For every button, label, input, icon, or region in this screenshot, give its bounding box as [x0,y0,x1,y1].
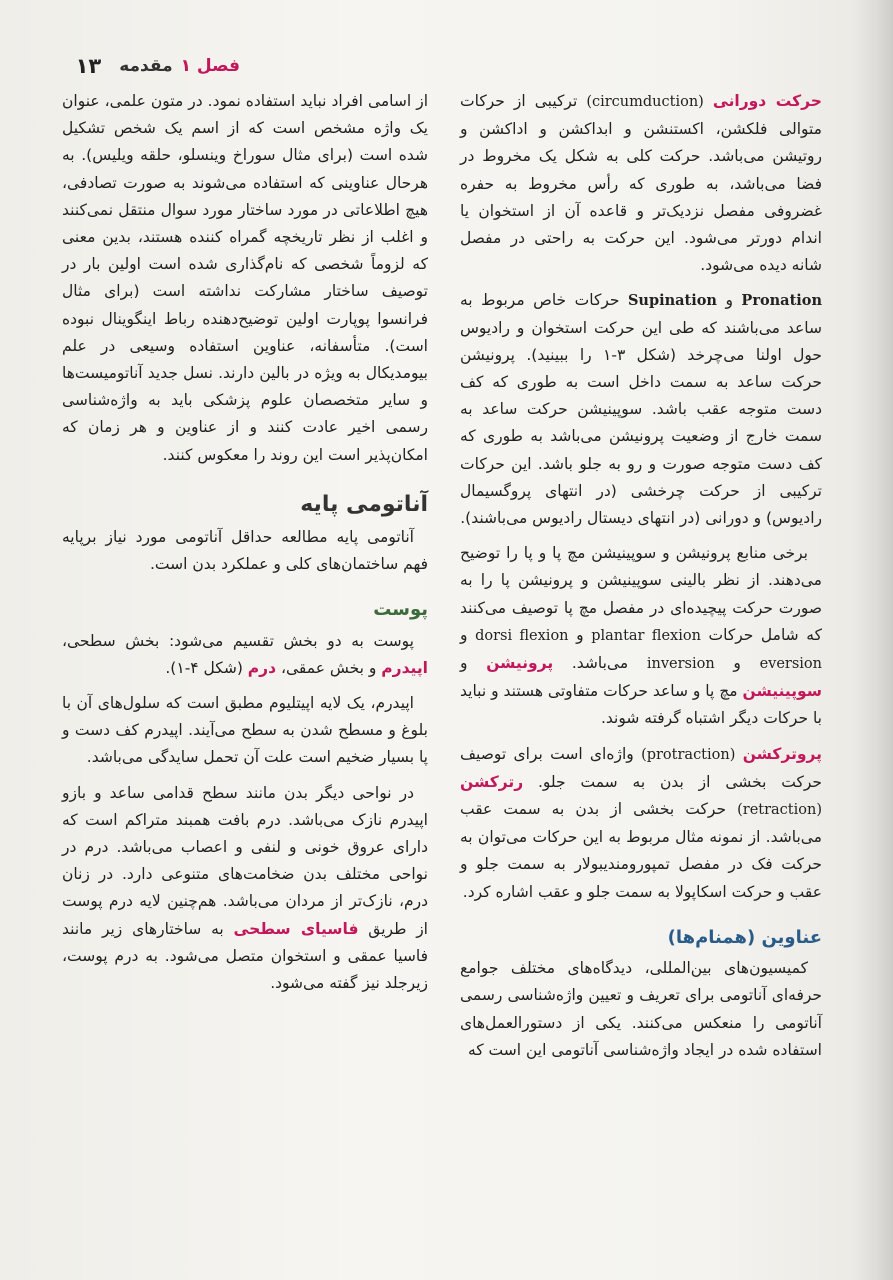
paragraph-dermis [62,780,428,998]
and-word: و [460,625,476,644]
and-word: و [714,654,760,673]
text-skin-2: و بخش عمقی، [276,658,382,677]
text-dermis-2: به ساختارهای زیر مانند فاسیا عمقی و استخوان متصل می‌شود. به درم پوست، زیرجلد نیز گفته می‌شود. [62,919,428,993]
en-eversion: eversion [759,656,822,673]
term-epidermis: اپیدرم [381,658,428,677]
right-column [460,88,822,1072]
text-foot-2: می‌باشد. [553,654,647,673]
paragraph-eponyms-continued: از اسامی افراد نباید استفاده نمود. در متون علمی، عنوان یک واژه مشخص است که از اسم یک شخص تشکیل شده است (برای مثال سوراخ وینسلو، حلقه ویلیس). به هرحال عناوینی که استفاده می‌شوند به صورت تصادفی، هیچ اطلاعاتی در مورد ساختار مورد سوال منتقل نمی‌کنند و اغلب از نظر تاریخچه گمراه کننده هستند، بدین معنی که لزوماً شخصی که نام‌گذاری شده است اولین بار در توصیف ساختار مشارکت نداشته است (برای مثال فرانسوا پوپارت اولین توضیح‌دهنده رباط اینگوینال نبوده است). متأسفانه، عناوین استفاده وسیعی در علم بیومدیکال به ویژه در بالین دارند. نسل جدید آناتومیست‌ها و سایر متخصصان علوم پزشکی باید به واژه‌شناسی رسمی اخیر عادت کنند و از عناوین و هر زمان که امکان‌پذیر است این روند را معکوس کنند. [62,92,428,464]
en-supination: Supination [627,292,717,310]
en-inversion: inversion [646,656,715,673]
en-circumduction: (circumduction) [586,94,704,110]
en-plantar-flexion: plantar flexion [591,627,701,644]
running-header [60,52,240,80]
paragraph-basic-anatomy: آناتومی پایه مطالعه حداقل آناتومی مورد نیاز برپایه فهم ساختمان‌های کلی و عملکرد بدن است. [62,528,428,574]
paragraph-protraction [460,741,822,906]
term-protraction: پروترکشن [742,744,822,763]
heading-basic-anatomy: آناتومی پایه [300,491,428,517]
paragraph-epidermis: اپیدرم، یک لایه اپیتلیوم مطبق است که سلول‌های آن با بلوغ و مسطح شدن به سطح می‌آیند. اپیدرم کف دست و پا بسیار ضخیم است علت آن تحمل سایدگی می‌باشد. [62,694,428,767]
heading-eponyms: عناوین (همنام‌ها) [667,926,822,948]
heading-skin: پوست [373,599,428,621]
en-pronation: Pronation [741,292,822,310]
term-dermis: درم [247,658,277,677]
text-circumduction: ترکیبی از حرکات متوالی فلکشن، اکستنشن و ابداکشن و اداکشن و روتیشن می‌باشد. حرکت کلی به شکل یک مخروط در فضا می‌باشد، به طوری که رأس مخروط به حفره غضروفی مفصل نزدیک‌تر و قاعده آن از استخوان یا اندام دورتر می‌شود. این حرکت به راحتی در مفصل شانه دیده می‌شود. [460,92,822,275]
and-word: و [460,654,487,673]
text-foot-1: برخی منابع پرونیشن و سوپینیشن مچ پا و پا را توضیح می‌دهند. از نظر بالینی سوپینیشن و پرونیشن پا را به صورت حرکت پیچیده‌ای در مفصل مچ پا توصیف می‌کنند که شامل حرکات [460,544,822,644]
and-word: و [716,291,742,310]
term-supination: سوپینیشن [742,682,822,701]
text-protraction-1: واژه‌ای است برای توصیف حرکت بخشی از بدن به سمت جلو. [460,744,822,791]
book-spine-shadow [853,0,893,1280]
and-word: و [568,625,592,644]
paragraph-eponyms: کمیسیون‌های بین‌المللی، دیدگاه‌های مختلف جوامع حرفه‌ای آناتومی برای تعریف و تعیین واژه‌شناسی رسمی آناتومی را منعکس می‌کنند. یکی از دستورالعمل‌های استفاده شده در ایجاد واژه‌شناسی آناتومی این است که [460,959,822,1059]
text-protraction-2: حرکت بخشی از بدن به سمت عقب می‌باشد. از نمونه مثال مربوط به این حرکات می‌توان به حرکت فک در مفصل تمپورومندیبولار به سمت جلو و عقب و حرکت اسکاپولا به سمت جلو و عقب اشاره کرد. [460,800,822,901]
en-retraction: (retraction) [737,802,822,819]
text-skin-3: (شکل ۴-۱). [165,658,248,677]
chapter-label: فصل ۱ [180,56,240,76]
term-retraction: رترکشن [460,772,524,791]
term-circumduction: حرکت دورانی [712,92,822,110]
text-pronation: حرکات خاص مربوط به ساعد می‌باشند که طی این حرکت استخوان و رادیوس حول اولنا می‌چرخد (شکل ۳-۱ را ببینید). پرونیشن حرکت ساعد به سمت داخل است به طوری که کف دست متوجه عقب باشد. سوپینیشن حرکت ساعد به سمت خارج از وضعیت پرونیشن می‌باشد به طوری که کف دست متوجه صورت و رو به جلو باشد. این حرکات ترکیبی از حرکت چرخشی (در انتهای پروگسیمال رادیوس) و دورانی (در انتهای دیستال رادیوس می‌باشند). [460,291,822,528]
chapter-title: مقدمه [119,56,173,76]
paragraph-foot-movements [460,540,822,732]
text-foot-3: مچ پا و ساعد حرکات متفاوتی هستند و نباید با حرکات دیگر اشتباه گرفته شوند. [460,682,822,728]
text-skin-1: پوست به دو بخش تقسیم می‌شود: بخش سطحی، [62,631,414,650]
paragraph-circumduction [460,88,822,279]
term-superficial-fascia: فاسیای سطحی [233,919,359,938]
text-dermis-1: در نواحی دیگر بدن مانند سطح قدامی ساعد و بازو اپیدرم نازک می‌باشد. درم بافت همبند متراکم است که دارای عروق خونی و لنفی و اعصاب می‌باشد. درم در نواحی مختلف بدن ضخامت‌های متنوعی دارد. در زنان درم، نازک‌تر از مردان می‌باشد. هم‌چنین لایه درم پوست از طریق [62,783,428,938]
paragraph-pronation-supination [460,287,822,532]
paragraph-skin-intro [62,628,428,682]
en-dorsi-flexion: dorsi flexion [475,627,569,644]
left-column [62,88,428,1005]
term-pronation: پرونیشن [486,654,554,673]
page-number: ۱۳ [75,54,102,78]
en-protraction: (protraction) [641,746,736,763]
